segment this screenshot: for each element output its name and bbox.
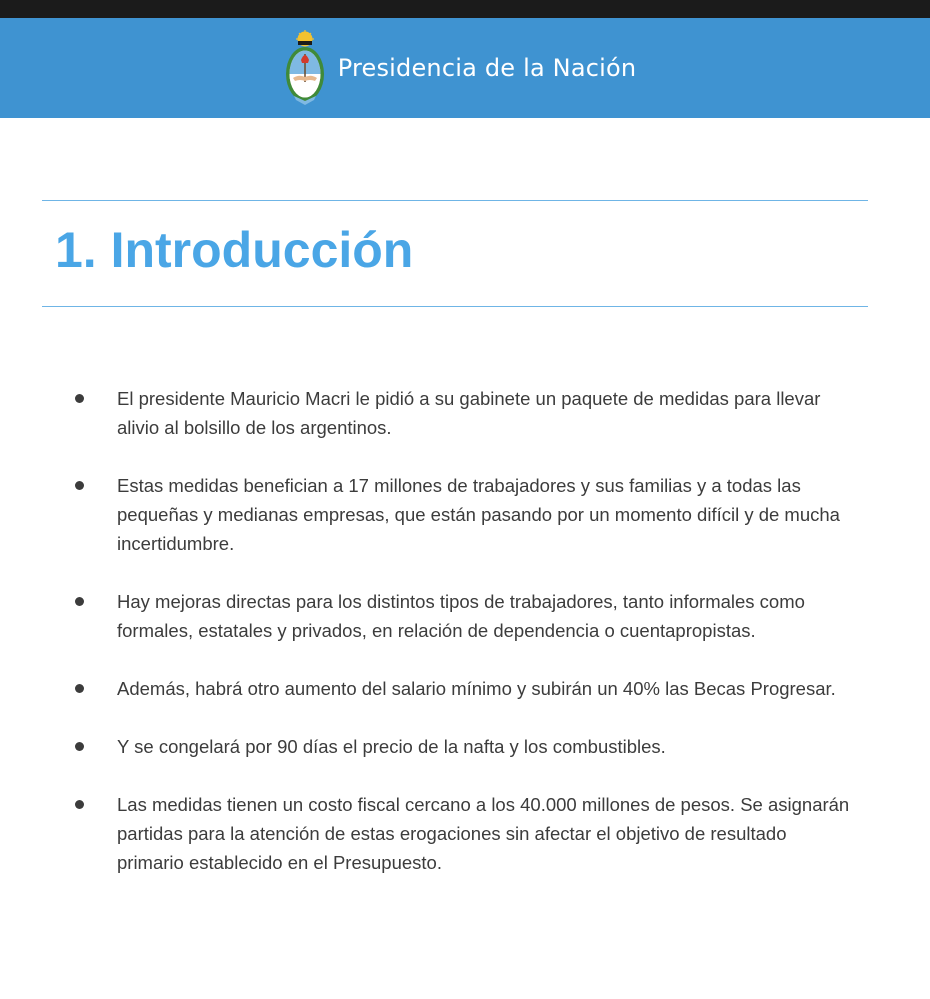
- section-divider-bottom: [42, 306, 868, 307]
- header-branding: [284, 30, 637, 106]
- list-item: [0, 471, 857, 558]
- bullet-icon: [75, 597, 84, 606]
- site-title: Presidencia de la Nación: [337, 54, 637, 82]
- list-item: [0, 732, 857, 761]
- bullet-icon: [75, 394, 84, 403]
- measures-list: [0, 384, 930, 906]
- list-item-text: Estas medidas benefician a 17 millones de trabajadores y sus familias y a todas las pequeñas y medianas empresas, que están pasando por un momento difícil y de mucha incertidumbre.: [117, 475, 840, 554]
- list-item-text: Las medidas tienen un costo fiscal cercano a los 40.000 millones de pesos. Se asignarán partidas para la atención de estas erogaciones sin afectar el objetivo de resultado primario establecido en el Presupuesto.: [117, 794, 850, 873]
- list-item: [0, 384, 857, 442]
- header-bar: [0, 18, 930, 118]
- list-item-text: Hay mejoras directas para los distintos tipos de trabajadores, tanto informales como formales, estatales y privados, en relación de dependencia o cuentapropistas.: [117, 591, 805, 641]
- list-item: [0, 790, 857, 877]
- bullet-icon: [75, 481, 84, 490]
- bullet-icon: [75, 684, 84, 693]
- list-item-text: Y se congelará por 90 días el precio de la nafta y los combustibles.: [117, 736, 666, 757]
- coat-of-arms-icon: [284, 30, 326, 106]
- section-divider-top: [42, 200, 868, 201]
- list-item-text: Además, habrá otro aumento del salario mínimo y subirán un 40% las Becas Progresar.: [117, 678, 836, 699]
- top-status-strip: [0, 0, 930, 18]
- section-heading: 1. Introducción: [55, 222, 414, 278]
- list-item: [0, 587, 857, 645]
- list-item: [0, 674, 857, 703]
- bullet-icon: [75, 742, 84, 751]
- bullet-icon: [75, 800, 84, 809]
- list-item-text: El presidente Mauricio Macri le pidió a su gabinete un paquete de medidas para llevar alivio al bolsillo de los argentinos.: [117, 388, 821, 438]
